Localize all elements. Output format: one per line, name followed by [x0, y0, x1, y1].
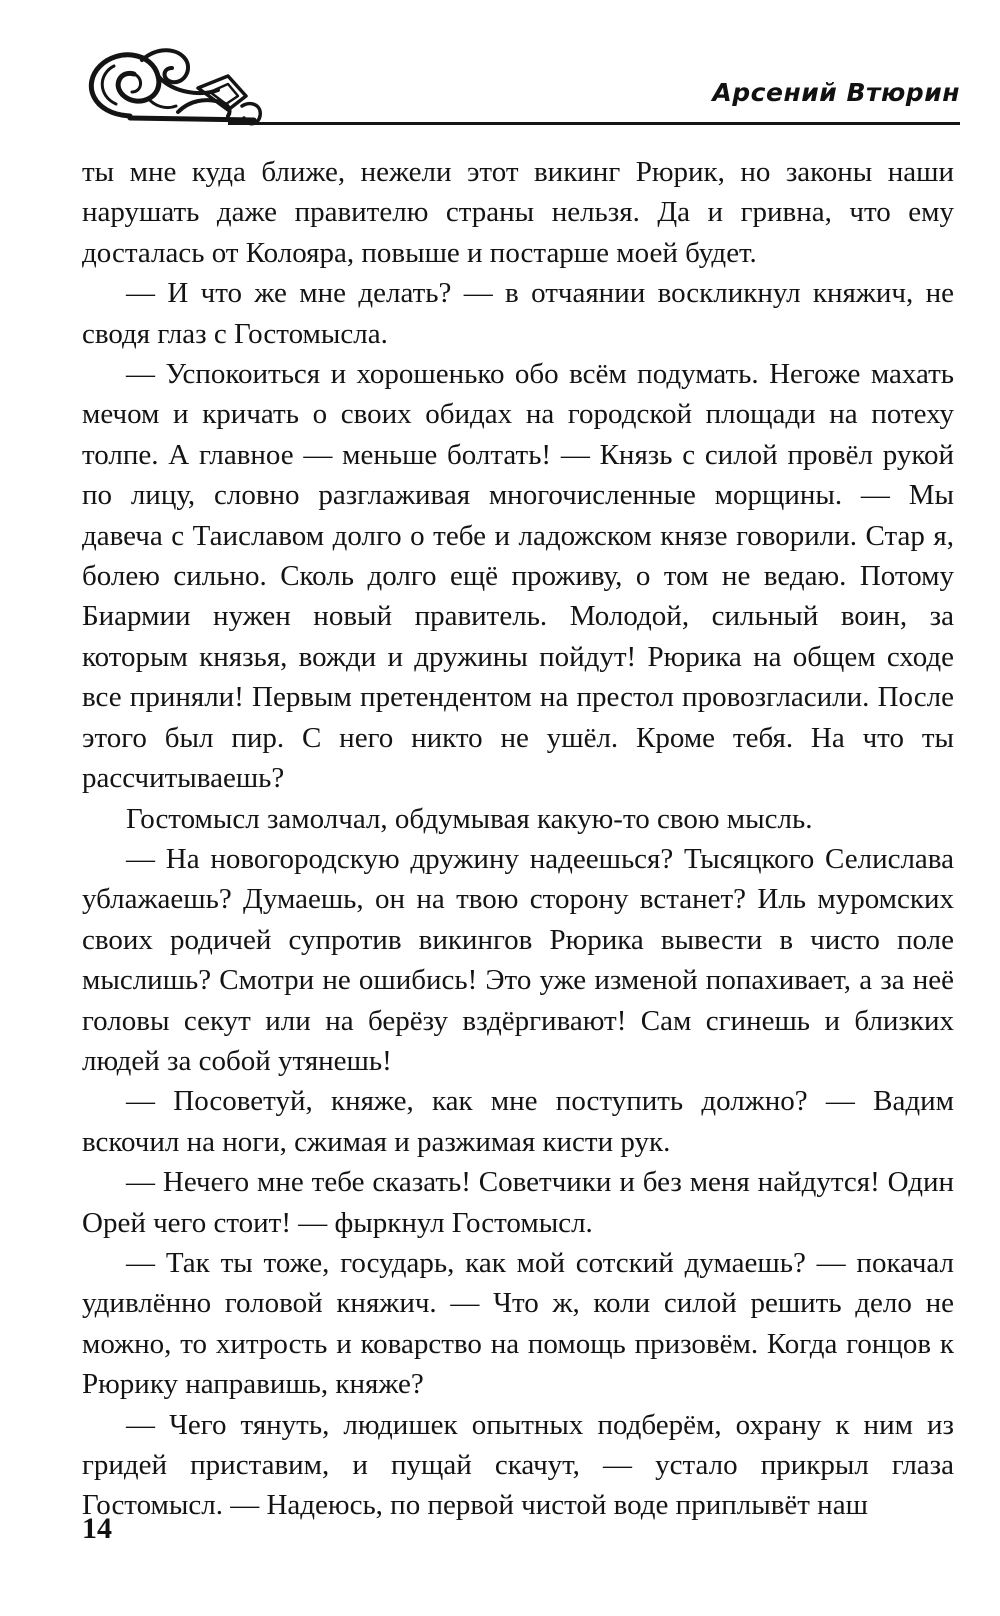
paragraph: — Чего тянуть, людишек опытных подберём, охрану к ним из гридей приставим, и пущай скачут, — устало прикрыл глаза Гостомысл. — Надеюсь, по первой чистой воде приплывёт наш	[82, 1408, 954, 1522]
paragraph: — Так ты тоже, государь, как мой сотский думаешь? — покачал удивлённо головой княжич. — Что ж, коли силой решить дело не можно, то хитрость и коварство на помощь призовём. Когда гонцов к Рюрику направишь, княже?	[82, 1246, 954, 1401]
paragraph: — На новогородскую дружину надеешься? Тысяцкого Селислава ублажаешь? Думаешь, он на твою сторону встанет? Иль муромских своих родичей супротив викингов Рюрика вывести в чисто поле мыслишь? Смотри не ошибись! Это уже изменой попахивает, а за неё головы секут или на берёзу вздёргивают! Сам сгинешь и близких людей за собой утянешь!	[82, 842, 954, 1077]
paragraph: — Нечего мне тебе сказать! Советчики и без меня найдутся! Один Орей чего стоит! — фыркнул Гостомысл.	[82, 1166, 954, 1239]
page-number: 14	[82, 1512, 112, 1545]
paragraph: Гостомысл замолчал, обдумывая какую-то свою мысль.	[126, 802, 813, 835]
author-name: Арсений Втюрин	[712, 78, 960, 107]
celtic-knot-ornament-icon	[78, 40, 268, 130]
paragraph: — И что же мне делать? — в отчаянии воскликнул княжич, не сводя глаз с Гостомысла.	[82, 277, 954, 350]
page-body-text	[82, 152, 954, 1526]
paragraph: — Успокоиться и хорошенько обо всём подумать. Негоже махать мечом и кричать о своих обидах на городской площади на потеху толпе. А главное — меньше болтать! — Князь с силой провёл рукой по лицу, словно разглаживая многочисленные морщины. — Мы давеча с Таиславом долго о тебе и ладожском князе говорили. Стар я, болею сильно. Сколь долго ещё проживу, о том не ведаю. Потому Биармии нужен новый правитель. Молодой, сильный воин, за которым князья, вожди и дружины пойдут! Рюрика на общем сходе все приняли! Первым претендентом на престол провозгласили. После этого был пир. С него никто не ушёл. Кроме тебя. На что ты рассчитываешь?	[82, 358, 954, 795]
paragraph: — Посоветуй, княже, как мне поступить должно? — Вадим вскочил на ноги, сжимая и разжимая кисти рук.	[82, 1085, 954, 1158]
header-rule	[228, 122, 960, 125]
paragraph: ты мне куда ближе, нежели этот викинг Рюрик, но законы наши нарушать даже правителю страны нельзя. Да и гривна, что ему досталась от Колояра, повыше и постарше моей будет.	[82, 156, 954, 269]
running-header	[78, 40, 960, 130]
